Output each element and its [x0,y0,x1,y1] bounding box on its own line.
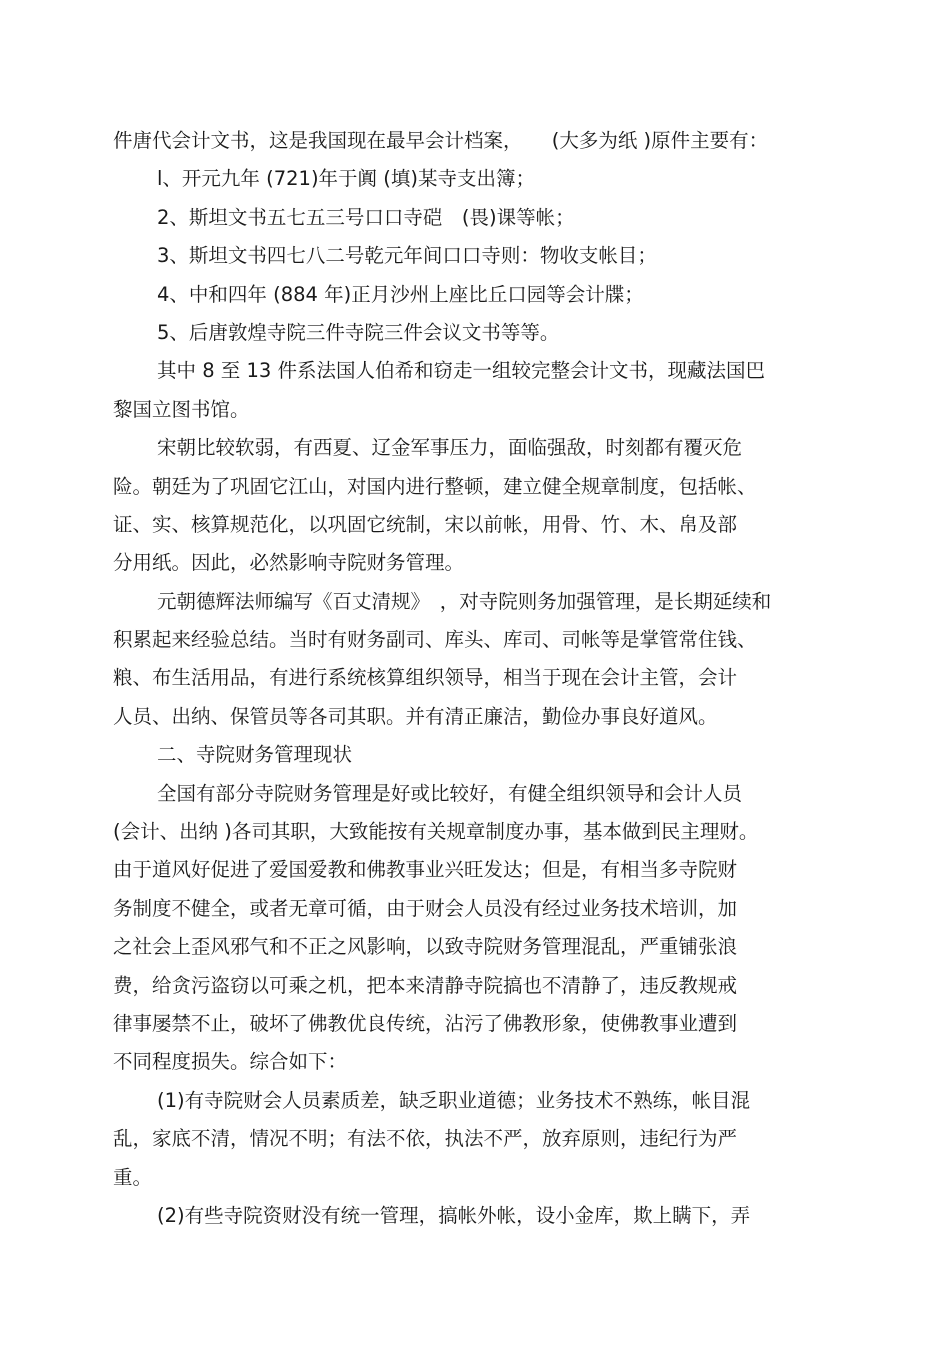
text-line: (会计、出纳 )各司其职，大致能按有关规章制度办事，基本做到民主理财。 [113,820,759,844]
text-line: (1)有寺院财会人员素质差，缺乏职业道德；业务技术不熟练，帐目混 [157,1088,751,1112]
text-line: 其中 8 至 13 件系法国人伯希和窃走一组较完整会计文书，现藏法国巴 [157,359,766,383]
text-line: 乱，家底不清，情况不明；有法不依，执法不严，放弃原则，违纪行为严 [113,1127,738,1151]
text-line: 粮、布生活用品，有进行系统核算组织领导，相当于现在会计主管，会计 [113,666,738,690]
text-line: 险。朝廷为了巩固它江山，对国内进行整顿，建立健全规章制度，包括帐、 [113,474,757,498]
text-line: 证、实、核算规范化，以巩固它统制，宋以前帐，用骨、竹、木、帛及部 [113,512,738,536]
text-line: 务制度不健全，或者无章可循，由于财会人员没有经过业务技术培训，加 [113,896,738,920]
text-line: 二、寺院财务管理现状 [157,743,353,767]
text-line: 分用纸。因此，必然影响寺院财务管理。 [113,551,465,575]
text-line: 积累起来经验总结。当时有财务副司、库头、库司、司帐等是掌管常住钱、 [113,628,757,652]
text-line: 费，给贪污盗窃以可乘之机，把本来清静寺院搞也不清静了，违反教规戒 [113,973,738,997]
text-line: 人员、出纳、保管员等各司其职。并有清正廉洁，勤俭办事良好道风。 [113,704,718,728]
text-line: 不同程度损失。综合如下： [113,1050,348,1074]
text-line: 件唐代会计文书，这是我国现在最早会计档案， (大多为纸 )原件主要有： [113,129,769,152]
text-line: 元朝德辉法师编写《百丈清规》 ，对寺院则务加强管理，是长期延续和 [157,589,772,613]
text-line: 由于道风好促进了爱国爱教和佛教事业兴旺发达；但是，有相当多寺院财 [113,858,738,882]
text-line: 律事屡禁不止，破坏了佛教优良传统，沾污了佛教形象，使佛教事业遭到 [113,1011,738,1035]
text-line: 黎国立图书馆。 [113,397,250,421]
text-line: 5、后唐敦煌寺院三件寺院三件会议文书等等。 [157,320,560,344]
text-line: 重。 [113,1165,153,1189]
text-line: l、开元九年 (721)年于阗 (填)某寺支出簿； [157,167,535,191]
text-line: (2)有些寺院资财没有统一管理，搞帐外帐，设小金库，欺上瞒下，弄 [157,1203,751,1227]
document-body-text [113,122,833,1235]
text-line: 2、斯坦文书五七五三号口口寺硙 (畏)课等帐； [157,205,575,229]
text-line: 4、中和四年 (884 年)正月沙州上座比丘口园等会计牒； [157,282,644,306]
text-line: 之社会上歪风邪气和不正之风影响，以致寺院财务管理混乱，严重铺张浪 [113,935,738,959]
text-line: 宋朝比较软弱，有西夏、辽金军事压力，面临强敌，时刻都有覆灭危 [157,436,743,460]
text-line: 3、斯坦文书四七八二号乾元年间口口寺则：物收支帐目； [157,244,657,268]
text-line: 全国有部分寺院财务管理是好或比较好，有健全组织领导和会计人员 [157,781,743,805]
